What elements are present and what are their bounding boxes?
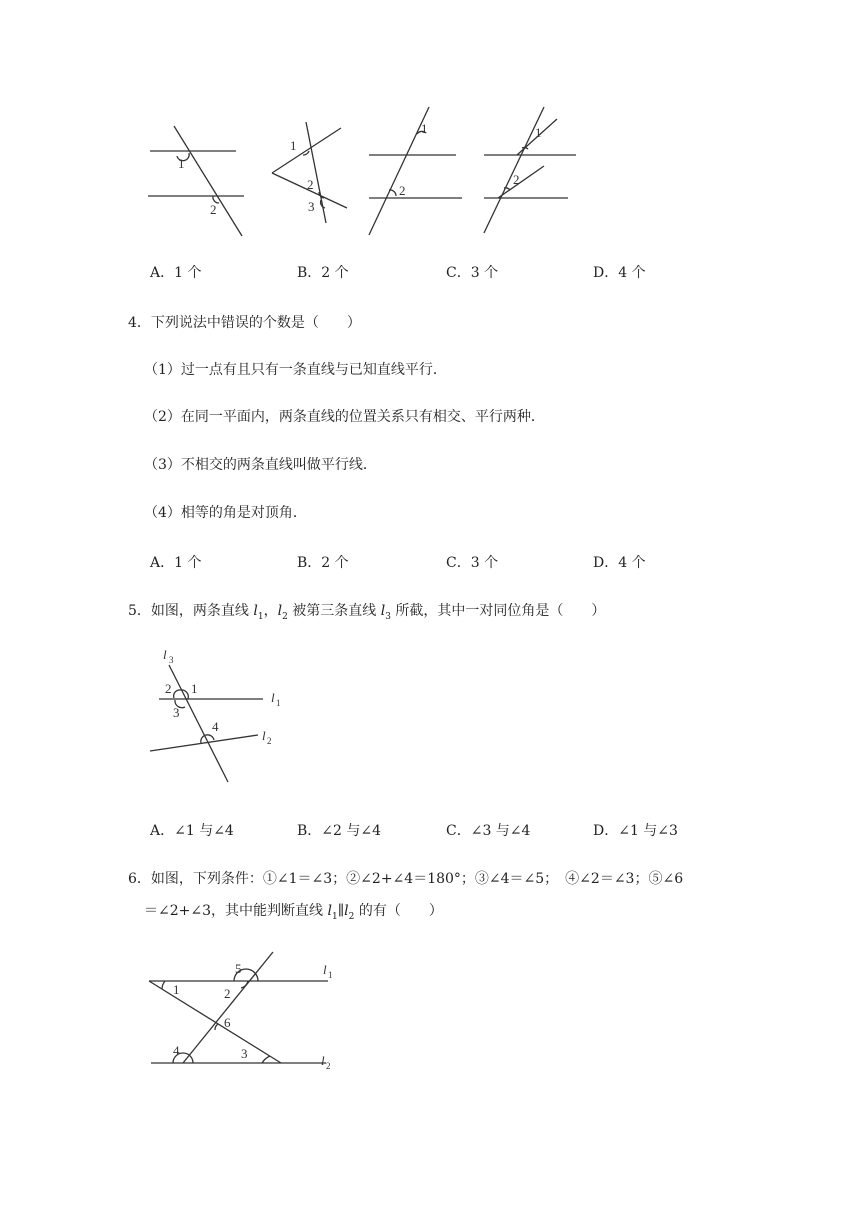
q5-stem (128, 600, 605, 622)
q3-fig4-label-2: 2 (513, 172, 520, 187)
q6-stem-l2: l (344, 903, 349, 919)
q6-fig-l1-sub: 1 (328, 970, 333, 980)
q5-stem-l3: l (380, 603, 386, 619)
q5-stem-l3-sub: 3 (385, 611, 391, 622)
q5-stem-prefix: 5．如图，两条直线 (128, 603, 254, 619)
q3-option-a[interactable]: A．1 个 (150, 265, 202, 281)
q5-fig-l1: l (271, 690, 275, 705)
q4-statement-1: （1）过一点有且只有一条直线与已知直线平行． (144, 362, 447, 378)
q3-option-b[interactable]: B．2 个 (297, 265, 349, 281)
q5-fig-l3-sub: 3 (169, 655, 174, 665)
q3-fig3-label-1: 1 (421, 121, 428, 136)
q5-option-d[interactable]: D．∠1 与∠3 (593, 823, 678, 839)
q3-option-d[interactable]: D．4 个 (593, 265, 646, 281)
q5-stem-mid: 被第三条直线 (287, 603, 381, 619)
q5-stem-l1-sub: 1 (257, 611, 264, 622)
q5-fig-l2-sub: 2 (267, 736, 272, 746)
q3-option-c[interactable]: C．3 个 (446, 265, 499, 281)
q3-fig4-label-1: 1 (535, 125, 542, 140)
q4-option-a[interactable]: A．1 个 (150, 555, 202, 571)
q6-fig-l1: l (323, 962, 327, 977)
q5-stem-l1: l (253, 603, 258, 619)
q5-stem-l2: l (277, 603, 283, 619)
q5-fig-angle-2: 2 (165, 681, 172, 696)
q6-figure (145, 948, 355, 1078)
q6-fig-angle-5: 5 (235, 961, 242, 976)
q6-stem-l1: l (327, 903, 332, 919)
q4-statement-2: （2）在同一平面内，两条直线的位置关系只有相交、平行两种． (144, 409, 545, 425)
q3-fig3-label-2: 2 (399, 183, 406, 198)
q5-option-a[interactable]: A．∠1 与∠4 (150, 823, 234, 839)
q5-figure (145, 645, 295, 790)
q3-fig2-label-2: 2 (307, 177, 314, 192)
q6-fig-angle-2: 2 (224, 986, 231, 1001)
q4-option-b[interactable]: B．2 个 (297, 555, 349, 571)
q6-fig-angle-1: 1 (173, 982, 180, 997)
q5-fig-l1-sub: 1 (276, 698, 281, 708)
q6-fig-l2: l (321, 1053, 325, 1068)
q5-option-c[interactable]: C．∠3 与∠4 (446, 823, 531, 839)
q3-fig1-label-2: 2 (210, 202, 217, 217)
q5-option-b[interactable]: B．∠2 与∠4 (297, 823, 382, 839)
q3-fig1-label-1: 1 (178, 156, 185, 171)
q4-statement-4: （4）相等的角是对顶角． (144, 505, 307, 521)
q6-fig-l2-sub: 2 (326, 1061, 331, 1071)
q6-stem-parallel: ∥ (337, 903, 345, 919)
q5-fig-angle-1: 1 (191, 681, 198, 696)
q5-stem-l2-sub: 2 (282, 611, 288, 622)
q3-figure-3 (365, 100, 475, 240)
q3-figure-2 (268, 122, 368, 232)
q6-fig-angle-4: 4 (173, 1043, 180, 1058)
q6-stem-line-2 (144, 900, 443, 922)
q6-stem-l2-sub: 2 (348, 911, 355, 922)
q5-fig-l2: l (262, 728, 266, 743)
q4-statement-3: （3）不相交的两条直线叫做平行线． (144, 457, 377, 473)
q6-stem-suffix: 的有（ ） (354, 903, 443, 919)
q6-fig-angle-6: 6 (224, 1015, 231, 1030)
q5-fig-l3: l (163, 647, 167, 662)
q5-fig-angle-4: 4 (212, 719, 219, 734)
q4-option-d[interactable]: D．4 个 (593, 555, 646, 571)
q4-option-c[interactable]: C．3 个 (446, 555, 499, 571)
q3-fig2-label-1: 1 (290, 138, 297, 153)
q6-stem-line-1: 6．如图，下列条件：①∠1＝∠3；②∠2+∠4＝180°；③∠4＝∠5； ④∠2＝∠3；⑤∠6 (128, 871, 684, 887)
q6-stem-prefix: ＝∠2+∠3，其中能判断直线 (144, 903, 328, 919)
q5-stem-suffix: 所截，其中一对同位角是（ ） (390, 603, 606, 619)
q6-fig-angle-3: 3 (241, 1046, 248, 1061)
q4-stem: 4．下列说法中错误的个数是（ ） (128, 315, 361, 331)
q3-figure-1 (140, 120, 260, 250)
q3-fig2-label-3: 3 (308, 199, 315, 214)
q5-fig-angle-3: 3 (173, 705, 180, 720)
q3-figure-4 (480, 100, 590, 240)
q6-stem-l1-sub: 1 (331, 911, 338, 922)
q5-stem-comma: ， (263, 603, 278, 619)
